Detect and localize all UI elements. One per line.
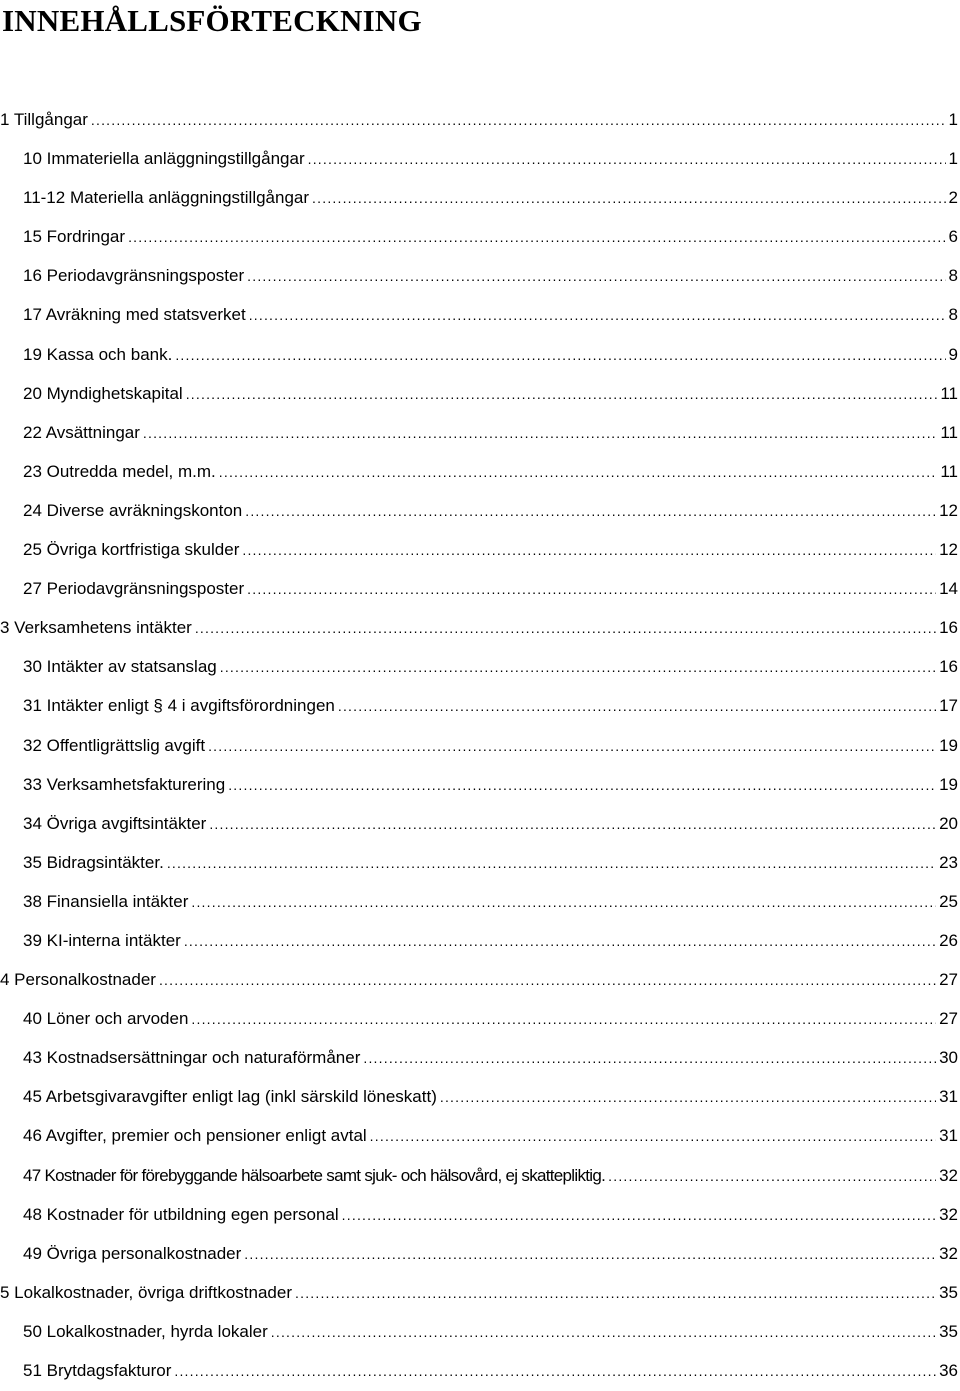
toc-entry[interactable]	[0, 1077, 958, 1116]
toc-entry-label[interactable]: 34 Övriga avgiftsintäkter	[23, 813, 207, 833]
toc-page-number[interactable]: 16	[939, 618, 958, 638]
toc-entry-label[interactable]: 27 Periodavgränsningsposter	[23, 579, 245, 599]
dot-leader	[175, 336, 945, 375]
toc-entry-label[interactable]: 39 KI-interna intäkter	[23, 930, 181, 950]
toc-entry[interactable]	[0, 882, 958, 921]
toc-page-number[interactable]: 35	[939, 1321, 958, 1341]
dot-leader	[370, 1117, 936, 1156]
toc-entry[interactable]	[0, 217, 958, 256]
toc-entry-label[interactable]: 45 Arbetsgivaravgifter enligt lag (inkl särskild löneskatt)	[23, 1087, 437, 1107]
toc-entry[interactable]	[0, 139, 958, 178]
dot-leader	[167, 844, 936, 883]
toc-entry-label[interactable]: 35 Bidragsintäkter.	[23, 852, 164, 872]
dot-leader	[249, 296, 946, 335]
toc-page-number[interactable]: 27	[939, 1009, 958, 1029]
toc-page-number[interactable]: 11	[940, 422, 958, 442]
toc-page-number[interactable]: 8	[948, 305, 958, 325]
dot-leader	[209, 805, 936, 844]
toc-page-number[interactable]: 8	[948, 266, 958, 286]
dot-leader	[440, 1078, 936, 1117]
toc-page-number[interactable]: 32	[939, 1204, 958, 1224]
toc-entry[interactable]	[0, 647, 958, 686]
dot-leader	[242, 531, 936, 570]
toc-entry[interactable]	[0, 1234, 958, 1273]
toc-entry-label[interactable]: 24 Diverse avräkningskonton	[23, 500, 243, 520]
toc-entry[interactable]	[0, 452, 958, 491]
toc-entry[interactable]	[0, 843, 958, 882]
toc-entry-label[interactable]: 50 Lokalkostnader, hyrda lokaler	[23, 1321, 268, 1341]
toc-page-number[interactable]: 36	[939, 1361, 958, 1380]
toc-entry-label[interactable]: 23 Outredda medel, m.m.	[23, 461, 216, 481]
dot-leader	[228, 766, 936, 805]
dot-leader	[208, 727, 936, 766]
toc-page-number[interactable]: 6	[948, 227, 958, 247]
dot-leader	[271, 1313, 936, 1352]
toc-entry-label[interactable]: 16 Periodavgränsningsposter	[23, 266, 245, 286]
dot-leader	[186, 375, 938, 414]
toc-page-number[interactable]: 2	[948, 188, 958, 208]
toc-entry[interactable]	[0, 1156, 958, 1195]
toc-page-number[interactable]: 25	[939, 891, 958, 911]
dot-leader	[184, 922, 936, 961]
toc-entry-label[interactable]: 19 Kassa och bank.	[23, 344, 173, 364]
dot-leader	[342, 1196, 936, 1235]
toc-page-number[interactable]: 14	[939, 579, 958, 599]
toc-entry-label[interactable]: 33 Verksamhetsfakturering	[23, 774, 226, 794]
dot-leader	[308, 140, 946, 179]
toc-page-number[interactable]: 20	[939, 813, 958, 833]
toc-page-number[interactable]: 31	[939, 1126, 958, 1146]
toc-entry-label[interactable]: 4 Personalkostnader	[0, 970, 156, 990]
toc-entry[interactable]	[0, 100, 958, 139]
toc-entry[interactable]	[0, 295, 958, 334]
dot-leader	[191, 883, 936, 922]
dot-leader	[143, 414, 937, 453]
toc-entry[interactable]	[0, 256, 958, 295]
dot-leader	[91, 101, 946, 140]
toc-entry[interactable]	[0, 491, 958, 530]
toc-entry-label[interactable]: 3 Verksamhetens intäkter	[0, 618, 192, 638]
toc-entry-label[interactable]: 25 Övriga kortfristiga skulder	[23, 540, 240, 560]
toc-entry-label[interactable]: 5 Lokalkostnader, övriga driftkostnader	[0, 1282, 293, 1302]
dot-leader	[195, 609, 936, 648]
toc-entry[interactable]	[0, 1351, 958, 1390]
dot-leader	[245, 492, 936, 531]
toc-entry[interactable]	[0, 1038, 958, 1077]
toc-page-number[interactable]: 11	[940, 383, 958, 403]
toc-entry-label[interactable]: 15 Fordringar	[23, 227, 126, 247]
table-of-contents	[0, 100, 958, 1390]
dot-leader	[174, 1352, 936, 1391]
toc-entry-label[interactable]: 11-12 Materiella anläggningstillgångar	[23, 188, 310, 208]
toc-entry-label[interactable]: 43 Kostnadsersättningar och naturaförmåner	[23, 1048, 361, 1068]
dot-leader	[363, 1039, 936, 1078]
toc-entry[interactable]	[0, 335, 958, 374]
dot-leader	[338, 687, 936, 726]
toc-page-number[interactable]: 19	[939, 735, 958, 755]
toc-entry-label[interactable]: 22 Avsättningar	[23, 422, 140, 442]
toc-entry[interactable]	[0, 726, 958, 765]
toc-page-number[interactable]: 9	[948, 344, 958, 364]
toc-entry-label[interactable]: 1 Tillgångar	[0, 110, 88, 129]
toc-page-number[interactable]: 1	[948, 110, 958, 129]
toc-entry-label[interactable]: 40 Löner och arvoden	[23, 1009, 189, 1029]
toc-entry[interactable]	[0, 569, 958, 608]
toc-entry[interactable]	[0, 1195, 958, 1234]
dot-leader	[244, 1235, 936, 1274]
toc-entry-label[interactable]: 51 Brytdagsfakturor	[23, 1361, 172, 1380]
toc-entry-label[interactable]: 49 Övriga personalkostnader	[23, 1243, 242, 1263]
dot-leader	[220, 648, 936, 687]
toc-entry[interactable]	[0, 1312, 958, 1351]
dot-leader	[295, 1274, 936, 1313]
toc-page-number[interactable]: 23	[939, 852, 958, 872]
toc-entry-label[interactable]: 30 Intäkter av statsanslag	[23, 657, 217, 677]
toc-entry[interactable]	[0, 178, 958, 217]
toc-page-number[interactable]: 1	[948, 149, 958, 169]
toc-page-number[interactable]: 16	[939, 657, 958, 677]
toc-entry[interactable]	[0, 530, 958, 569]
toc-page-number[interactable]: 26	[939, 930, 958, 950]
toc-page-number[interactable]: 12	[939, 500, 958, 520]
dot-leader	[247, 570, 936, 609]
toc-entry[interactable]	[0, 1273, 958, 1312]
dot-leader	[312, 179, 945, 218]
toc-heading: INNEHÅLLSFÖRTECKNING	[2, 3, 422, 38]
toc-entry[interactable]	[0, 999, 958, 1038]
dot-leader	[219, 453, 938, 492]
toc-entry[interactable]	[0, 413, 958, 452]
toc-entry-label[interactable]: 46 Avgifter, premier och pensioner enligt avtal	[23, 1126, 367, 1146]
toc-entry-label[interactable]: 32 Offentligrättslig avgift	[23, 735, 206, 755]
toc-entry[interactable]	[0, 1116, 958, 1155]
toc-entry-label[interactable]: 10 Immateriella anläggningstillgångar	[23, 149, 305, 169]
toc-entry-label[interactable]: 20 Myndighetskapital	[23, 383, 183, 403]
toc-page-number[interactable]: 27	[939, 970, 958, 990]
toc-page-number[interactable]: 19	[939, 774, 958, 794]
toc-entry[interactable]	[0, 804, 958, 843]
toc-entry[interactable]	[0, 608, 958, 647]
toc-entry-label[interactable]: 31 Intäkter enligt § 4 i avgiftsförordningen	[23, 696, 335, 716]
toc-page-number[interactable]: 12	[939, 540, 958, 560]
toc-entry-label[interactable]: 48 Kostnader för utbildning egen personal	[23, 1204, 339, 1224]
toc-entry-label[interactable]: 47 Kostnader för förebyggande hälsoarbete samt sjuk- och hälsovård, ej skattepliktig.	[23, 1165, 606, 1185]
dot-leader	[247, 257, 945, 296]
dot-leader	[191, 1000, 936, 1039]
toc-entry[interactable]	[0, 374, 958, 413]
toc-page-number[interactable]: 32	[939, 1243, 958, 1263]
dot-leader	[128, 218, 945, 257]
toc-entry[interactable]	[0, 686, 958, 725]
dot-leader	[608, 1157, 936, 1196]
toc-page-number[interactable]: 35	[939, 1282, 958, 1302]
toc-page-number[interactable]: 31	[939, 1087, 958, 1107]
toc-page-number[interactable]: 32	[939, 1165, 958, 1185]
toc-entry[interactable]	[0, 960, 958, 999]
dot-leader	[159, 961, 936, 1000]
toc-page-number[interactable]: 17	[939, 696, 958, 716]
toc-page-number[interactable]: 30	[939, 1048, 958, 1068]
toc-entry-label[interactable]: 38 Finansiella intäkter	[23, 891, 189, 911]
toc-entry[interactable]	[0, 921, 958, 960]
toc-entry[interactable]	[0, 765, 958, 804]
toc-page-number[interactable]: 11	[940, 461, 958, 481]
toc-entry-label[interactable]: 17 Avräkning med statsverket	[23, 305, 246, 325]
